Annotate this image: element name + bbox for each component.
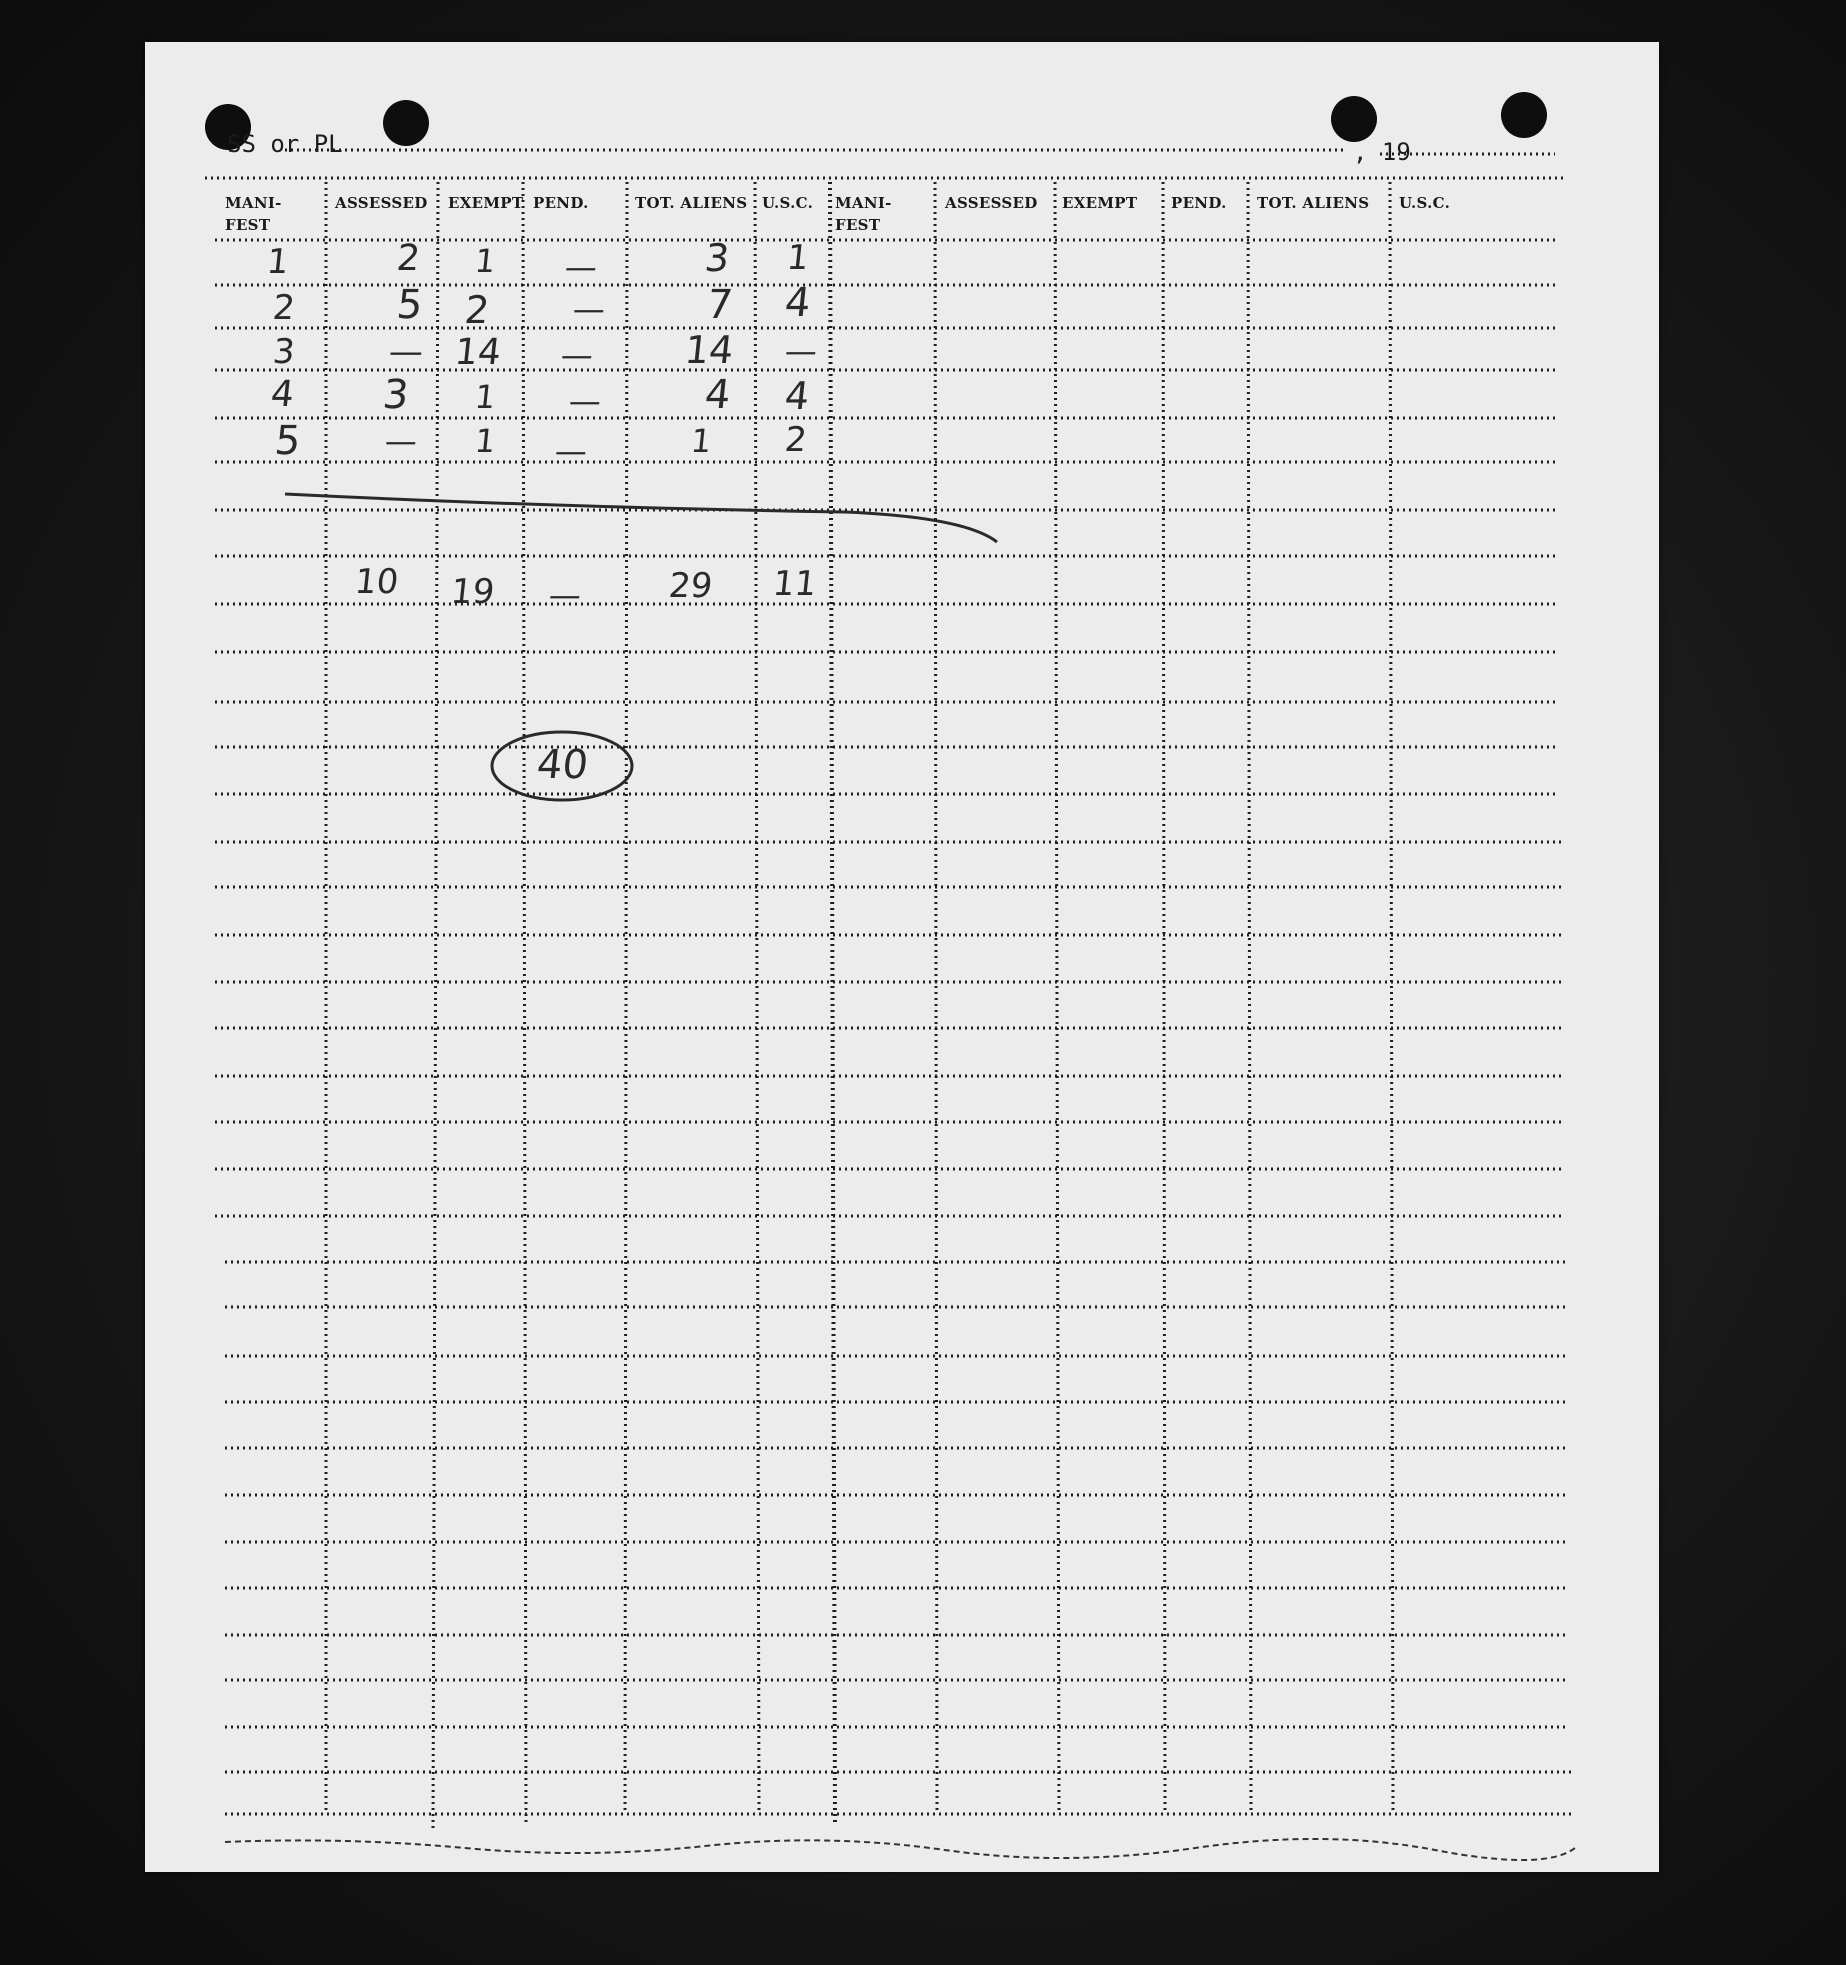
column-header-exempt: EXEMPT (448, 194, 524, 212)
manifest-form-sheet (145, 42, 1659, 1872)
entry-tot-aliens: 1 (689, 422, 714, 460)
entry-exempt: 14 (452, 332, 503, 373)
column-header-manifest-2: MANI- FEST (835, 194, 892, 234)
column-header-tot-aliens: TOT. ALIENS (635, 194, 748, 212)
total-tot-aliens: 29 (666, 566, 715, 606)
entry-exempt: 1 (473, 422, 498, 460)
entry-assessed: 2 (394, 238, 423, 279)
column-header-usc-2: U.S.C. (1399, 194, 1451, 212)
entry-exempt: 1 (473, 378, 498, 416)
header-ship-label: SS or PL (227, 130, 343, 158)
entry-pend: — (563, 248, 599, 286)
entry-pend: — (559, 336, 595, 374)
entry-assessed: 5 (394, 282, 425, 328)
header-year-label: , 19 (1353, 138, 1411, 166)
entry-usc: 2 (782, 420, 809, 460)
entry-manifest: 2 (270, 288, 297, 328)
entry-usc: 4 (782, 374, 812, 418)
entry-tot-aliens: 7 (704, 282, 735, 328)
total-pend: — (547, 576, 583, 614)
column-header-tot-aliens-2: TOT. ALIENS (1257, 194, 1370, 212)
dotted-grid (145, 42, 1659, 1872)
column-header-exempt-2: EXEMPT (1062, 194, 1138, 212)
entry-manifest: 5 (272, 418, 303, 464)
entry-usc: 4 (782, 280, 813, 326)
total-exempt: 19 (448, 572, 497, 612)
column-header-manifest: MANI- FEST (225, 194, 282, 234)
column-header-pend: PEND. (533, 194, 589, 212)
entry-assessed: — (383, 422, 419, 460)
entry-pend: — (553, 432, 589, 470)
entry-exempt: 2 (462, 288, 492, 332)
entry-tot-aliens: 4 (702, 372, 733, 418)
entry-assessed: 3 (380, 372, 411, 418)
entry-usc: — (783, 332, 819, 370)
entry-manifest: 3 (270, 332, 297, 372)
column-header-usc: U.S.C. (762, 194, 814, 212)
grand-total-circled: 40 (534, 742, 591, 788)
entry-pend: — (571, 290, 607, 328)
entry-manifest: 4 (268, 374, 297, 415)
entry-manifest: 1 (264, 242, 291, 282)
entry-assessed: — (386, 332, 426, 372)
entry-tot-aliens: 14 (682, 328, 736, 372)
entry-exempt: 1 (473, 242, 498, 280)
column-header-assessed: ASSESSED (335, 194, 428, 212)
column-header-pend-2: PEND. (1171, 194, 1227, 212)
column-header-assessed-2: ASSESSED (945, 194, 1038, 212)
total-assessed: 10 (352, 562, 401, 602)
entry-usc: 1 (784, 238, 811, 278)
entry-pend: — (567, 382, 603, 420)
total-usc: 11 (770, 564, 819, 604)
entry-tot-aliens: 3 (702, 236, 732, 280)
